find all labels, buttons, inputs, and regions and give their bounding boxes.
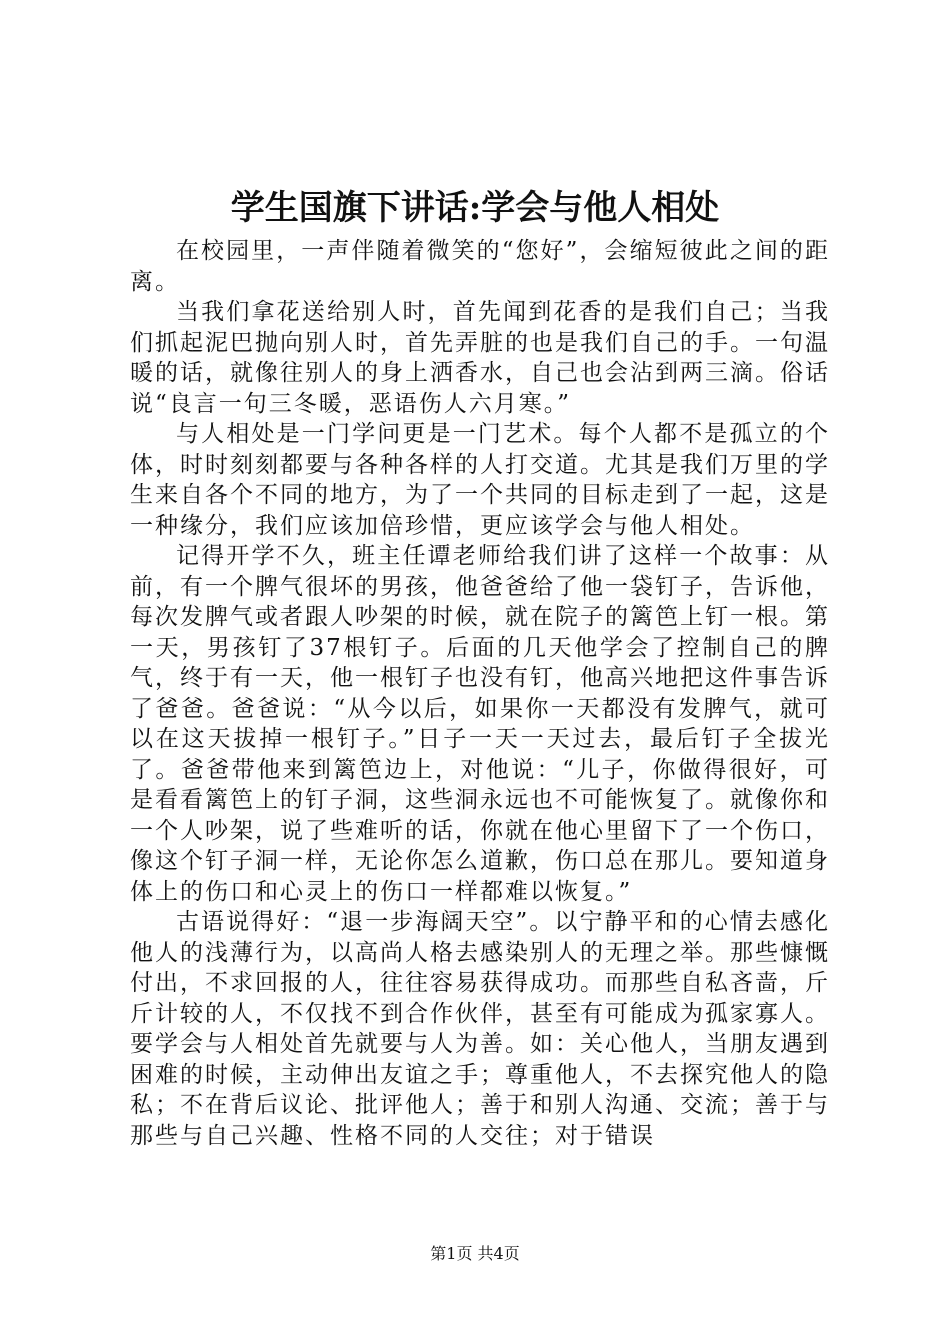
paragraph-flowers: 当我们拿花送给别人时，首先闻到花香的是我们自己；当我们抓起泥巴抛向别人时，首先弄脏的也是我们自己的手。一句温暖的话，就像往别人的身上洒香水，自己也会沾到两三滴。俗话说“良言一句三冬暖，恶语伤人六月寒。” — [130, 299, 830, 417]
paragraph-greeting: 在校园里，一声伴随着微笑的“您好”，会缩短彼此之间的距离。 — [130, 238, 830, 295]
paragraph-nail-story: 记得开学不久，班主任谭老师给我们讲了这样一个故事：从前，有一个脾气很坏的男孩，他爸爸给了他一袋钉子，告诉他，每次发脾气或者跟人吵架的时候，就在院子的篱笆上钉一根。第一天，男孩钉了37根钉子。后面的几天他学会了控制自己的脾气，终于有一天，他一根钉子也没有钉，他高兴地把这件事告诉了爸爸。爸爸说：“从今以后，如果你一天都没有发脾气，就可以在这天拔掉一根钉子。”日子一天一天过去，最后钉子全拔光了。爸爸带他来到篱笆边上，对他说：“儿子，你做得很好，可是看看篱笆上的钉子洞，这些洞永远也不可能恢复了。就像你和一个人吵架，说了些难听的话，你就在他心里留下了一个伤口，像这个钉子洞一样，无论你怎么道歉，伤口总在那儿。要知道身体上的伤口和心灵上的伤口一样都难以恢复。” — [130, 543, 830, 905]
paragraph-ancient-saying: 古语说得好：“退一步海阔天空”。以宁静平和的心情去感化他人的浅薄行为，以高尚人格去感染别人的无理之举。那些慷慨付出，不求回报的人，往往容易获得成功。而那些自私吝啬，斤斤计较的人，不仅找不到合作伙伴，甚至有可能成为孤家寡人。要学会与人相处首先就要与人为善。如：关心他人，当朋友遇到困难的时候，主动伸出友谊之手；尊重他人，不去探究他人的隐私；不在背后议论、批评他人；善于和别人沟通、交流；善于与那些与自己兴趣、性格不同的人交往；对于错误 — [130, 909, 830, 1149]
paragraph-art-of-relating: 与人相处是一门学问更是一门艺术。每个人都不是孤立的个体，时时刻刻都要与各种各样的人打交道。尤其是我们万里的学生来自各个不同的地方，为了一个共同的目标走到了一起，这是一种缘分，我们应该加倍珍惜，更应该学会与他人相处。 — [130, 421, 830, 539]
document-body — [130, 236, 830, 1151]
page-footer: 第1页 共4页 — [430, 1244, 520, 1263]
document-title: 学生国旗下讲话:学会与他人相处 — [230, 188, 720, 228]
